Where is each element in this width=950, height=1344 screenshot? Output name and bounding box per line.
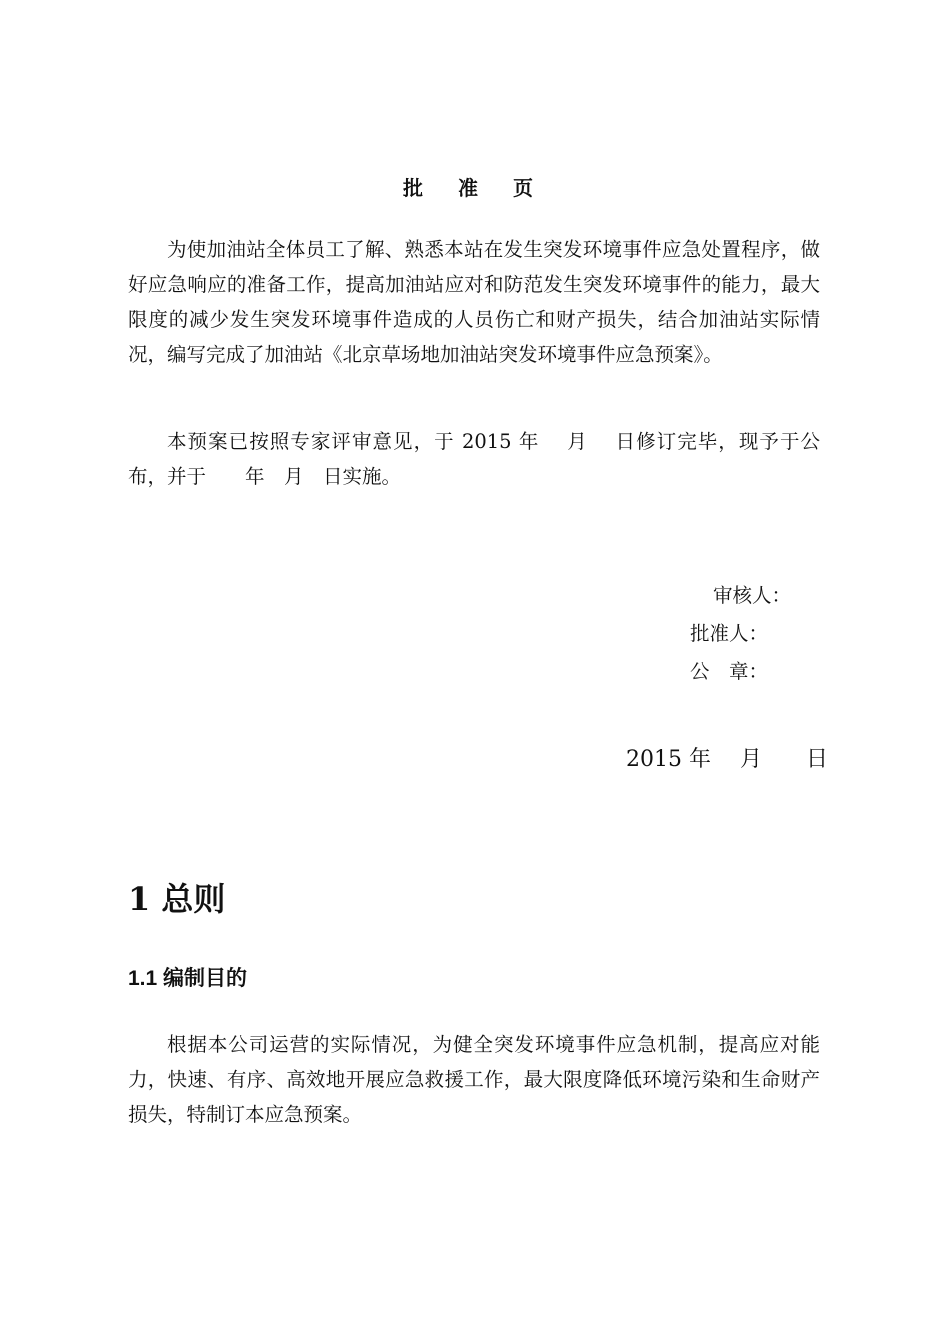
- approval-page-title: 批 准 页: [403, 176, 547, 200]
- seal-label: 公 章：: [690, 660, 769, 683]
- approval-paragraph-purpose: 为使加油站全体员工了解、熟悉本站在发生突发环境事件应急处置程序，做好应急响应的准备工作，提高加油站应对和防范发生突发环境事件的能力，最大限度的减少发生突发环境事件造成的人员伤亡和财产损失，结合加油站实际情况，编写完成了加油站《北京草场地加油站突发环境事件应急预案》。: [128, 238, 820, 366]
- subsection-heading-purpose: 1.1 编制目的: [128, 967, 248, 990]
- signature-date: 2015 年 月 日: [626, 747, 828, 772]
- approver-label: 批准人：: [690, 622, 769, 645]
- section-heading-general: 1 总则: [128, 880, 226, 918]
- approval-paragraph-publication: 本预案已按照专家评审意见，于 2015 年 月 日修订完毕，现予于公布，并于 年 月 日实施。: [128, 430, 820, 488]
- purpose-paragraph: 根据本公司运营的实际情况，为健全突发环境事件应急机制，提高应对能力，快速、有序、高效地开展应急救援工作，最大限度降低环境污染和生命财产损失，特制订本应急预案。: [128, 1033, 820, 1126]
- reviewer-label: 审核人：: [713, 584, 792, 607]
